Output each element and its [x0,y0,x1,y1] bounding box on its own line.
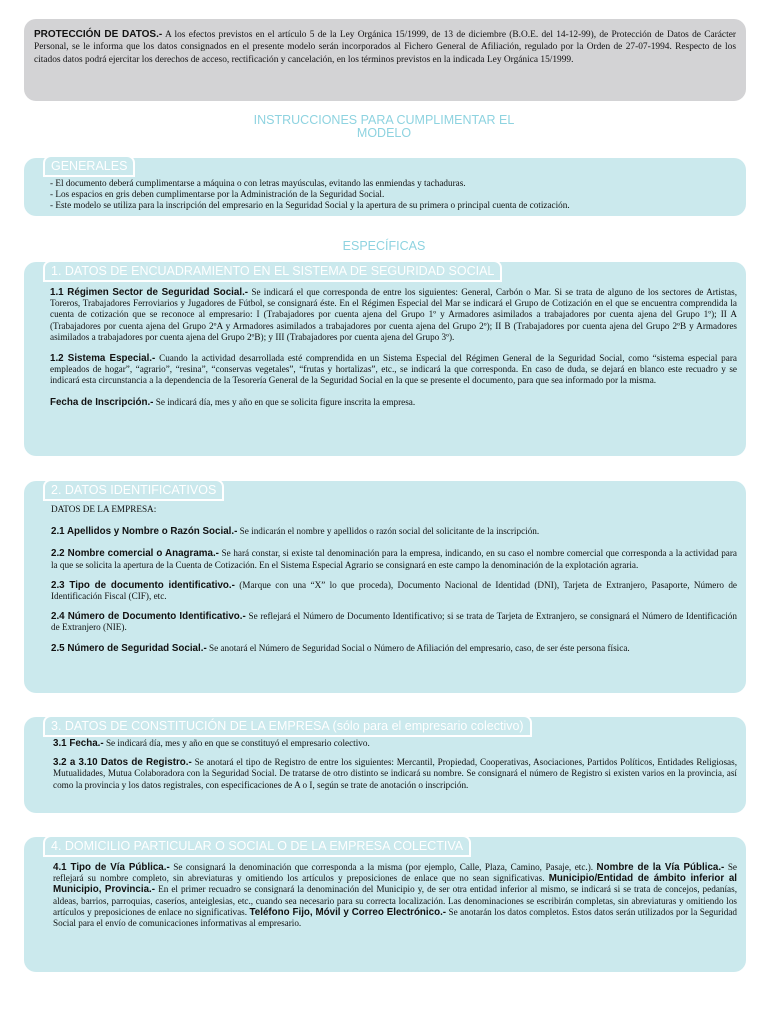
section1-item-2-text: Cuando la actividad desarrollada esté comprendida en un Sistema Especial del Régimen General de la Seguridad Social, como “sistema especial para empleados de hogar”, “agrario”, “resina”, “conservas vegetales”, “frutas y hortalizas”, etc., se indicará la que corresponda. En caso de duda, se dejará en blanco este recuadro y se indicará esta circunstancia a la dependencia de la Tesorería General de la Seguridad Social en la que se presente el documento, para que sea informado por la misma. [50,353,737,386]
generales-title: GENERALES [45,157,133,175]
privacy-notice [24,19,746,101]
section4-title: 4. DOMICILIO PARTICULAR O SOCIAL O DE LA EMPRESA COLECTIVA [45,837,469,855]
section4-body [53,862,737,929]
section1-item-3-head: Fecha de Inscripción.- [50,396,154,408]
section2-item-4 [51,611,737,633]
section2-item-5-head: 2.5 Número de Seguridad Social.- [51,642,207,654]
section2-item-3-head: 2.3 Tipo de documento identificativo.- [51,579,235,591]
section2-item-1 [51,526,737,537]
section1-item-1-head: 1.1 Régimen Sector de Seguridad Social.- [50,287,249,298]
section2-item-3-text: (Marque con una “X” lo que proceda), Documento Nacional de Identidad (DNI), Tarjeta de Extranjero, Pasaporte, Número de Identificación Fiscal (CIF), etc. [51,579,738,602]
section4-item-2-text: Se reflejará su nombre completo, sin abreviaturas y omitiendo los artículos y preposiciones de enlace que no sean significativas. [53,862,737,884]
section3-item-2-text: Se anotará el tipo de Registro de entre los siguientes: Mercantil, Propiedad, Cooperativas, Asociaciones, Partidos Políticos, Entidades Religiosas, Mutualidades, Mutua Colaboradora con la Seguridad Social. De tratarse de otro distinto se indicará su nombre. Se consignará el número de Registro si existen varios en la provincia, así como la provincia y los datos registrales, con especificaciones de A o I, según se trate de anotación o inscripción. [53,757,737,790]
section4-item-4-text: Se anotarán los datos completos. Estos datos serán utilizados por la Seguridad Social para el envío de comunicaciones informativas al empresario. [53,906,738,929]
main-title-line2: MODELO [356,126,412,140]
section1-title: 1. DATOS DE ENCUADRAMIENTO EN EL SISTEMA DE SEGURIDAD SOCIAL [45,262,500,280]
section2-item-1-text: Se indicarán el nombre y apellidos o razón social del solicitante de la inscripción. [239,526,540,537]
section1-body [50,287,737,408]
privacy-heading: PROTECCIÓN DE DATOS.- [34,29,163,40]
section2-intro: DATOS DE LA EMPRESA: [51,504,157,514]
section2-title: 2. DATOS IDENTIFICATIVOS [45,481,222,499]
main-title-line1: INSTRUCCIONES PARA CUMPLIMENTAR EL [253,113,515,127]
section2-body [51,504,737,654]
section2-item-2-text: Se hará constar, si existe tal denominación para la empresa, indicando, en su caso el nombre comercial que corresponda a la actividad para la que se solicita la apertura de la Cuenta de Cotización. En el Sistema Especial Agrario se consignará en este campo la denominación de la explotación agraria. [51,548,738,570]
generales-item: - El documento deberá cumplimentarse a máquina o con letras mayúsculas, evitando las enmiendas y tachaduras. [50,178,466,188]
section4-item-3-head: Municipio/Entidad de ámbito inferior al Municipio, Provincia.- [53,873,737,896]
section4-item-1-text: Se consignará la denominación que corresponda a la misma (por ejemplo, Calle, Plaza, Camino, Pasaje, etc.). [173,862,594,872]
section2-item-2-head: 2.2 Nombre comercial o Anagrama.- [51,548,219,560]
section4-item-3-text: En el primer recuadro se consignará la denominación del Municipio y, de ser otra entidad inferior al mismo, se indicará si se trata de concejos, pedanías, aldeas, barrios, parroquias, caseríos, anteiglesias, etc., cuando sea necesario para su correcta localización. Las denominaciones se escribirán completas, sin abreviaturas y omitiendo los artículos y preposiciones de enlace no significativas. [53,884,738,917]
section1-item-3-text: Se indicará día, mes y año en que se solicita figure inscrita la empresa. [155,396,416,407]
section3-item-2-head: 3.2 a 3.10 Datos de Registro.- [53,757,192,769]
section3-item-2 [53,757,737,791]
section1-item-3 [50,397,737,408]
generales-item: - Este modelo se utiliza para la inscripción del empresario en la Seguridad Social y la apertura de su primera o principal cuenta de cotización. [50,200,570,211]
privacy-text: A los efectos previstos en el artículo 5 de la Ley Orgánica 15/1999, de 13 de diciembre (B.O.E. del 14-12-99), de Protección de Datos de Carácter Personal, se le informa que los datos consignados en el presente modelo serán incorporados al Fichero General de Afiliación, regulado por la Orden de 27-07-1994. Respecto de los citados datos podrá ejercitar los derechos de acceso, rectificación y cancelación, en los términos previstos en la indicada Ley Orgánica 15/1999. [34,30,736,65]
section1-item-2-head: 1.2 Sistema Especial.- [50,353,156,365]
generales-item: - Los espacios en gris deben cumplimentarse por la Administración de la Seguridad Social. [50,189,385,200]
section3-item-1-text: Se indicará día, mes y año en que se constituyó el empresario colectivo. [105,738,370,748]
generales-list [50,178,740,212]
main-title [200,114,568,140]
section2-item-5 [51,643,737,654]
section1-item-2 [50,353,737,387]
especificas-title: ESPECÍFICAS [342,239,426,253]
section3-title: 3. DATOS DE CONSTITUCIÓN DE LA EMPRESA (sólo para el empresario colectivo) [45,717,530,735]
section4-item-1 [53,862,737,929]
section1-item-1 [50,287,737,343]
section4-item-4-head: Teléfono Fijo, Móvil y Correo Electrónico.- [249,906,447,918]
section3-item-1 [53,738,737,749]
section2-item-4-head: 2.4 Número de Documento Identificativo.- [51,611,246,623]
section3-item-1-head: 3.1 Fecha.- [53,738,104,749]
section2-item-1-head: 2.1 Apellidos y Nombre o Razón Social.- [51,526,238,538]
section2-item-3 [51,580,737,602]
section4-item-2-head: Nombre de la Vía Pública.- [596,862,725,873]
section3-body [53,738,737,791]
section1-item-1-text: Se indicará el que corresponda de entre los siguientes: General, Carbón o Mar. Si se trata de alguno de los sectores de Artistas, Toreros, Trabajadores Ferroviarios y Jugadores de Fútbol, se consignará éste. En el Régimen Especial del Mar se indicará el Grupo de Cotización en el que se encuentra comprendida la cuenta de cotización que se reconoce al empresario: I (Trabajadores por cuenta ajena del Grupo 1º y Armadores asimilados a trabajadores por cuenta ajena del Grupo 1º); II A (Trabajadores por cuenta ajena del Grupo 2ºA y Armadores asimilados a trabajadores por cuenta ajena del Grupo 2º); II B (Trabajadores por cuenta ajena del Grupo 2ºB y Armadores asimilados a trabajadores por cuenta ajena del Grupo 2ºB); y III (Trabajadores por cuenta ajena del Grupo 3º). [50,287,737,342]
section2-item-4-text: Se reflejará el Número de Documento Identificativo; si se trata de Tarjeta de Extranjero, se consignará el Número de Identificación de Extranjero (NIE). [51,611,737,633]
section2-item-2 [51,548,737,570]
section2-item-5-text: Se anotará el Número de Seguridad Social o Número de Afiliación del empresario, caso, de ser éste persona física. [209,642,630,653]
section4-item-1-head: 4.1 Tipo de Vía Pública.- [53,862,170,873]
